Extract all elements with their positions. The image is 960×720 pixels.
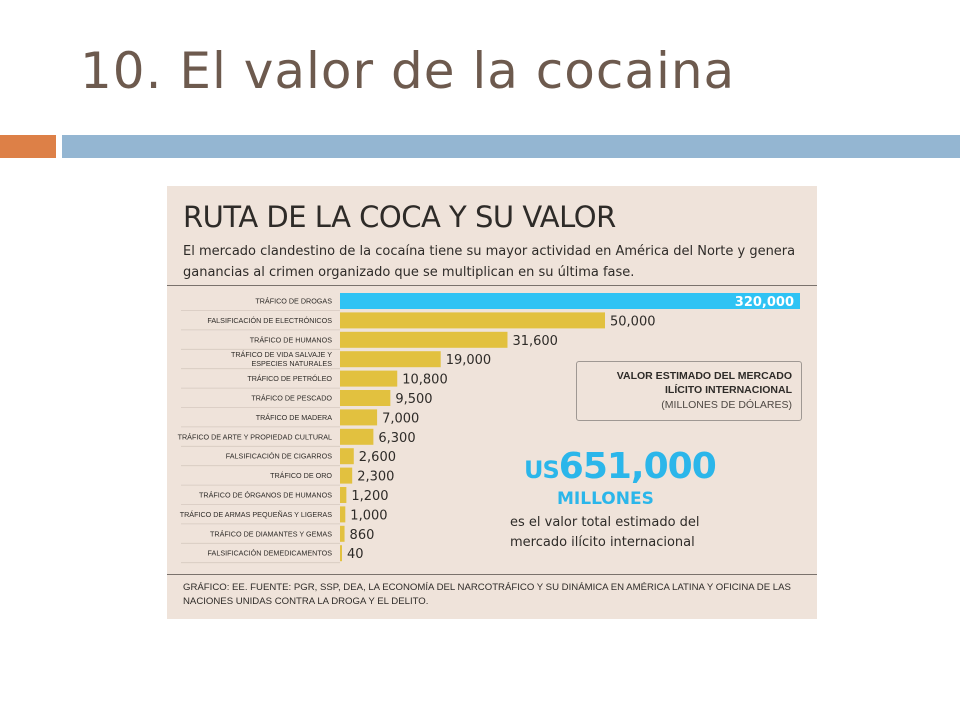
category-label: TRÁFICO DE DIAMANTES Y GEMAS: [210, 529, 332, 539]
legend-line-3: (MILLONES DE DÓLARES): [661, 399, 792, 411]
category-label: FALSIFICACIÓN DE CIGARROS: [225, 451, 332, 461]
value-label: 6,300: [378, 430, 416, 446]
value-label: 7,000: [382, 411, 420, 427]
category-label: TRÁFICO DE ORO: [270, 471, 332, 481]
category-label: TRÁFICO DE DROGAS: [255, 296, 332, 306]
category-label: TRÁFICO DE ARTE Y PROPIEDAD CULTURAL: [177, 432, 332, 442]
bar: [340, 448, 354, 464]
infographic-panel: [167, 186, 817, 619]
value-label: 50,000: [610, 314, 656, 330]
value-label: 2,300: [357, 469, 395, 485]
source-footnote: GRÁFICO: EE. FUENTE: PGR, SSP, DEA, LA ECONOMÍA DEL NARCOTRÁFICO Y SU DINÁMICA EN AMÉRICA LATINA Y OFICINA DE LAS NACIONES UNIDAS CONTRA LA DROGA Y EL DELITO.: [183, 582, 791, 607]
accent-bar-orange: [0, 135, 56, 158]
total-description: es el valor total estimado del mercado ilícito internacional: [510, 515, 700, 550]
value-label: 9,500: [395, 392, 433, 407]
bottom-divider: [167, 574, 817, 575]
bar: [340, 371, 397, 387]
bar: [340, 351, 441, 367]
legend-line-1: VALOR ESTIMADO DEL MERCADO: [616, 370, 792, 382]
category-label: TRÁFICO DE ARMAS PEQUEÑAS Y LIGERAS: [179, 509, 332, 519]
infographic-subtitle: El mercado clandestino de la cocaína tiene su mayor actividad en América del Norte y genera ganancias al crimen organizado que se multiplican en su última fase.: [183, 244, 796, 280]
value-label: 40: [347, 547, 364, 563]
bar: [340, 312, 605, 328]
bar: [340, 409, 377, 425]
category-label: FALSIFICACIÓN DEMEDICAMENTOS: [207, 548, 332, 558]
bar: [340, 526, 345, 542]
category-label: TRÁFICO DE VIDA SALVAJE Y ESPECIES NATURALES: [230, 350, 332, 369]
bar: [340, 390, 390, 406]
category-label: TRÁFICO DE ÓRGANOS DE HUMANOS: [199, 490, 332, 500]
value-label: 31,600: [512, 333, 558, 349]
category-label: TRÁFICO DE HUMANOS: [249, 335, 332, 345]
category-label: TRÁFICO DE PETRÓLEO: [247, 374, 332, 384]
total-unit: MILLONES: [557, 489, 654, 509]
value-label: 2,600: [358, 450, 396, 466]
category-label: TRÁFICO DE MADERA: [255, 412, 332, 422]
value-label: 1,000: [350, 508, 388, 524]
value-label: 860: [349, 527, 375, 543]
bar: [340, 506, 345, 522]
total-value: 651,000: [558, 446, 716, 487]
total-amount: [524, 446, 716, 487]
value-label: 19,000: [445, 353, 492, 369]
category-label: TRÁFICO DE PESCADO: [251, 393, 332, 403]
legend-line-2: ILÍCITO INTERNACIONAL: [665, 384, 792, 396]
legend-box: [576, 361, 802, 421]
bar: [340, 293, 800, 309]
bar: [340, 545, 342, 561]
bar: [340, 468, 352, 484]
value-label: 10,800: [402, 372, 448, 388]
value-label: 1,200: [351, 489, 389, 504]
total-prefix: US: [524, 456, 559, 484]
bar: [340, 332, 507, 348]
value-label: 320,000: [734, 295, 794, 310]
infographic-title: RUTA DE LA COCA Y SU VALOR: [183, 200, 616, 234]
slide-title: 10. El valor de la cocaina: [80, 42, 736, 100]
bar: [340, 429, 373, 445]
category-label: FALSIFICACIÓN DE ELECTRÓNICOS: [207, 315, 332, 325]
bar: [340, 487, 346, 503]
accent-bar-blue: [62, 135, 960, 158]
